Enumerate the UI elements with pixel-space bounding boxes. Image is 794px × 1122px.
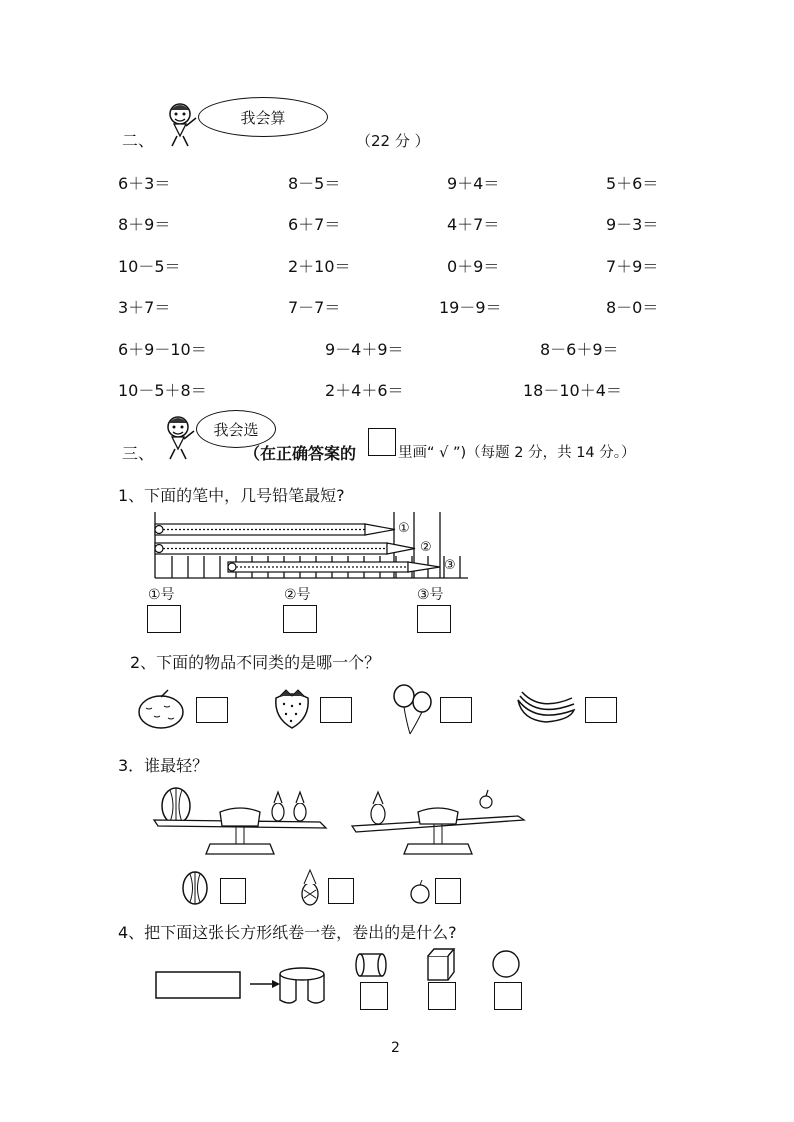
answer-box-q2-2[interactable] <box>320 697 352 723</box>
cylinder-icon <box>354 950 388 980</box>
balance-scale-1 <box>150 782 330 858</box>
option-3-label: ③号 <box>417 587 444 603</box>
instruction-part-b: 里画“ √ ”)（每题 2 分，共 14 分。） <box>398 445 636 461</box>
answer-box-q1-1[interactable] <box>147 605 181 633</box>
answer-box-q1-2[interactable] <box>283 605 317 633</box>
problem: 8＋9＝ <box>118 215 171 234</box>
problem: 2＋10＝ <box>288 257 351 276</box>
answer-box-q4-3[interactable] <box>494 982 522 1010</box>
answer-box-q4-1[interactable] <box>360 982 388 1010</box>
answer-box-q3-1[interactable] <box>220 878 246 904</box>
problem: 3＋7＝ <box>118 298 171 317</box>
page-number: 2 <box>391 1040 400 1056</box>
pencil-1 <box>155 524 395 535</box>
cartoon-kid-icon <box>158 413 198 461</box>
bubble-calc <box>198 97 328 137</box>
option-2-label: ②号 <box>284 587 311 603</box>
pencil-3-mark: ③ <box>444 558 456 573</box>
watermelon-icon <box>180 870 210 906</box>
sample-answer-box <box>368 428 396 456</box>
problem: 6＋3＝ <box>118 174 171 193</box>
balance-scale-2 <box>348 782 528 858</box>
problem: 6＋9－10＝ <box>118 340 207 359</box>
banana-icon <box>516 690 578 726</box>
problem: 9－4＋9＝ <box>325 340 404 359</box>
pencil-2 <box>155 543 415 554</box>
problem: 5＋6＝ <box>606 174 659 193</box>
section-3-number: 三、 <box>122 444 155 463</box>
answer-box-q4-2[interactable] <box>428 982 456 1010</box>
pencil-1-mark: ① <box>398 521 410 536</box>
problem: 6＋7＝ <box>288 215 341 234</box>
balloons-icon <box>390 684 436 736</box>
problem: 7＋9＝ <box>606 257 659 276</box>
cartoon-kid-icon <box>160 100 200 148</box>
answer-box-q2-3[interactable] <box>440 697 472 723</box>
problem: 0＋9＝ <box>447 257 500 276</box>
problem: 8－6＋9＝ <box>540 340 619 359</box>
option-1-label: ①号 <box>148 587 175 603</box>
problem: 2＋4＋6＝ <box>325 381 404 400</box>
strawberry-icon <box>270 688 314 730</box>
apple-small-icon <box>408 878 432 906</box>
problem: 4＋7＝ <box>447 215 500 234</box>
bubble-choose-label: 我会选 <box>213 420 259 439</box>
answer-box-q2-4[interactable] <box>585 697 617 723</box>
problem: 8－5＝ <box>288 174 341 193</box>
problem: 10－5＋8＝ <box>118 381 207 400</box>
problem: 18－10＋4＝ <box>523 381 622 400</box>
bubble-calc-label: 我会算 <box>240 108 286 127</box>
question-4-text: 4、把下面这张长方形纸卷一卷，卷出的是什么? <box>118 923 457 942</box>
question-3-text: 3．谁最轻？ <box>118 756 209 775</box>
pineapple-icon <box>298 868 322 906</box>
pencil-3 <box>228 562 440 572</box>
cuboid-icon <box>424 946 456 982</box>
section-2-number: 二、 <box>122 131 155 150</box>
question-1-text: 1、下面的笔中，几号铅笔最短? <box>118 486 345 505</box>
section-2-score: （22 分 ） <box>356 132 430 150</box>
sphere-icon <box>490 948 524 980</box>
instruction-part-a: （在正确答案的 <box>244 444 357 463</box>
problem: 19－9＝ <box>439 298 502 317</box>
answer-box-q3-3[interactable] <box>435 878 461 904</box>
problem: 9－3＝ <box>606 215 659 234</box>
answer-box-q1-3[interactable] <box>417 605 451 633</box>
apple-icon <box>136 690 190 730</box>
answer-box-q3-2[interactable] <box>328 878 354 904</box>
problem: 7－7＝ <box>288 298 341 317</box>
problem: 9＋4＝ <box>447 174 500 193</box>
question-2-text: 2、下面的物品不同类的是哪一个？ <box>130 653 381 672</box>
problem: 10－5＝ <box>118 257 181 276</box>
pencil-2-mark: ② <box>420 540 432 555</box>
answer-box-q2-1[interactable] <box>196 697 228 723</box>
paper-roll-figure <box>150 952 330 1010</box>
problem: 8－0＝ <box>606 298 659 317</box>
